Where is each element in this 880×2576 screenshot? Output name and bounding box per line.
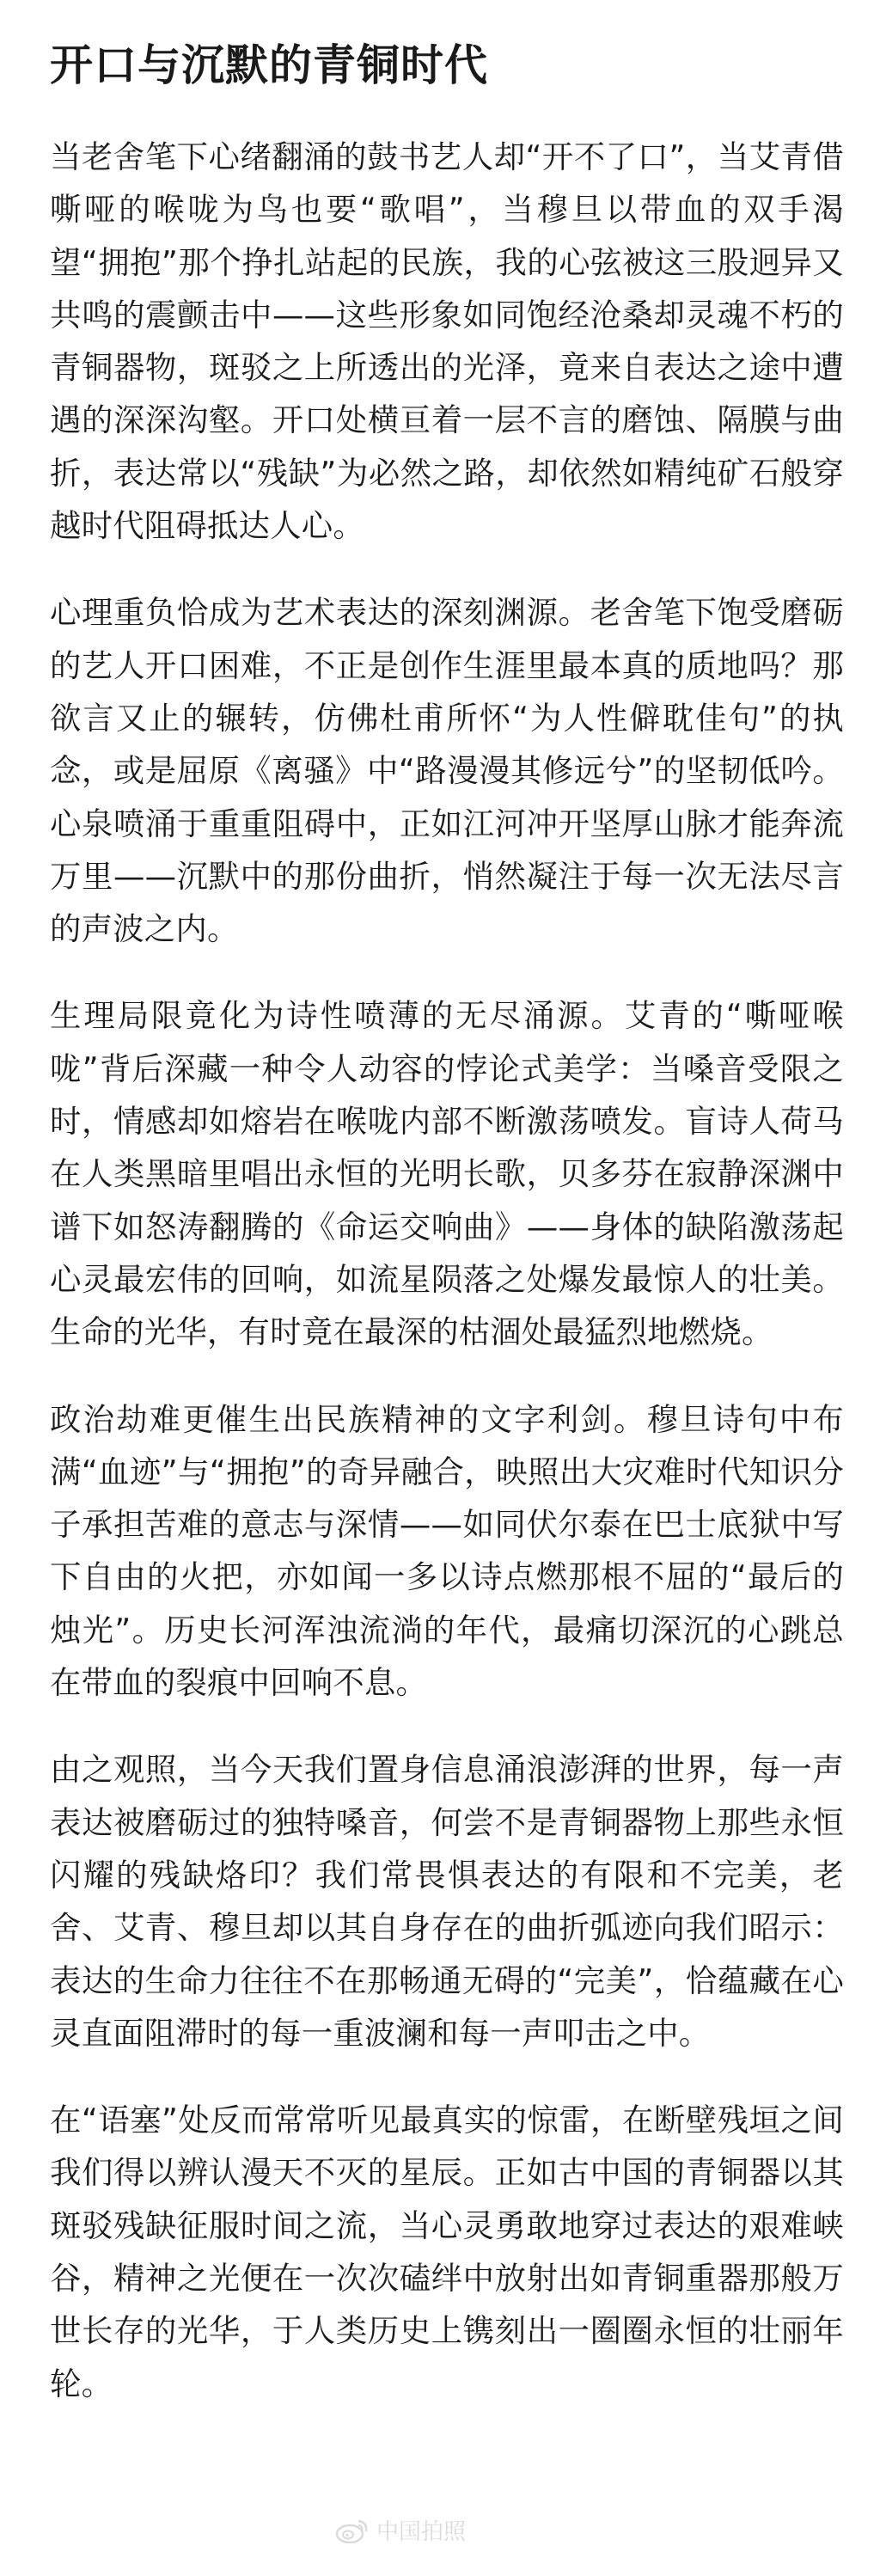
paragraph-5: 由之观照，当今天我们置身信息涌浪澎湃的世界，每一声表达被磨砺过的独特嗓音，何尝不是青铜器物上那些永恒闪耀的残缺烙印？我们常畏惧表达的有限和不完美，老舍、艾青、穆旦却以其自身存在的曲折弧迹向我们昭示：表达的生命力往往不在那畅通无碍的“完美”，恰蕴藏在心灵直面阻滞时的每一重波澜和每一声叩击之中。 — [50, 1751, 844, 2052]
article-title: 开口与沉默的青铜时代 — [50, 40, 488, 90]
paragraph-4: 政治劫难更催生出民族精神的文字利剑。穆旦诗句中布满“血迹”与“拥抱”的奇异融合，映照出大灾难时代知识分子承担苦难的意志与深情——如同伏尔泰在巴士底狱中写下自由的火把，亦如闻一多以诗点燃那根不屈的“最后的烛光”。历史长河浑浊流淌的年代，最痛切深沉的心跳总在带血的裂痕中回响不息。 — [50, 1400, 844, 1702]
paragraph-6: 在“语塞”处反而常常听见最真实的惊雷，在断壁残垣之间我们得以辨认漫天不灭的星辰。正如古中国的青铜器以其斑驳残缺征服时间之流，当心灵勇敢地穿过表达的艰难峡谷，精神之光便在一次次磕绊中放射出如青铜重器那般万世长存的光华，于人类历史上镌刻出一圈圈永恒的壮丽年轮。 — [50, 2102, 844, 2402]
paragraph-1: 当老舍笔下心绪翻涌的鼓书艺人却“开不了口”，当艾青借嘶哑的喉咙为鸟也要“歌唱”，当穆旦以带血的双手渴望“拥抱”那个挣扎站起的民族，我的心弦被这三股迥异又共鸣的震颤击中——这些形象如同饱经沧桑却灵魂不朽的青铜器物，斑驳之上所透出的光泽，竟来自表达之途中遭遇的深深沟壑。开口处横亘着一层不言的磨蚀、隔膜与曲折，表达常以“残缺”为必然之路，却依然如精纯矿石般穿越时代阻碍抵达人心。 — [50, 138, 844, 545]
watermark — [335, 2514, 466, 2546]
weibo-logo-icon — [335, 2518, 370, 2543]
paragraph-2: 心理重负恰成为艺术表达的深刻渊源。老舍笔下饱受磨砺的艺人开口困难，不正是创作生涯里最本真的质地吗？那欲言又止的辗转，仿佛杜甫所怀“为人性僻耽佳句”的执念，或是屈原《离骚》中“路漫漫其修远兮”的坚韧低吟。心泉喷涌于重重阻碍中，正如江河冲开坚厚山脉才能奔流万里——沉默中的那份曲折，悄然凝注于每一次无法尽言的声波之内。 — [50, 594, 844, 948]
paragraph-3: 生理局限竟化为诗性喷薄的无尽涌源。艾青的“嘶哑喉咙”背后深藏一种令人动容的悖论式美学：当嗓音受限之时，情感却如熔岩在喉咙内部不断激荡喷发。盲诗人荷马在人类黑暗里唱出永恒的光明长歌，贝多芬在寂静深渊中谱下如怒涛翻腾的《命运交响曲》——身体的缺陷激荡起心灵最宏伟的回响，如流星陨落之处爆发最惊人的壮美。生命的光华，有时竟在最深的枯涸处最猛烈地燃烧。 — [50, 997, 844, 1351]
watermark-text: 中国拍照 — [376, 2519, 467, 2545]
